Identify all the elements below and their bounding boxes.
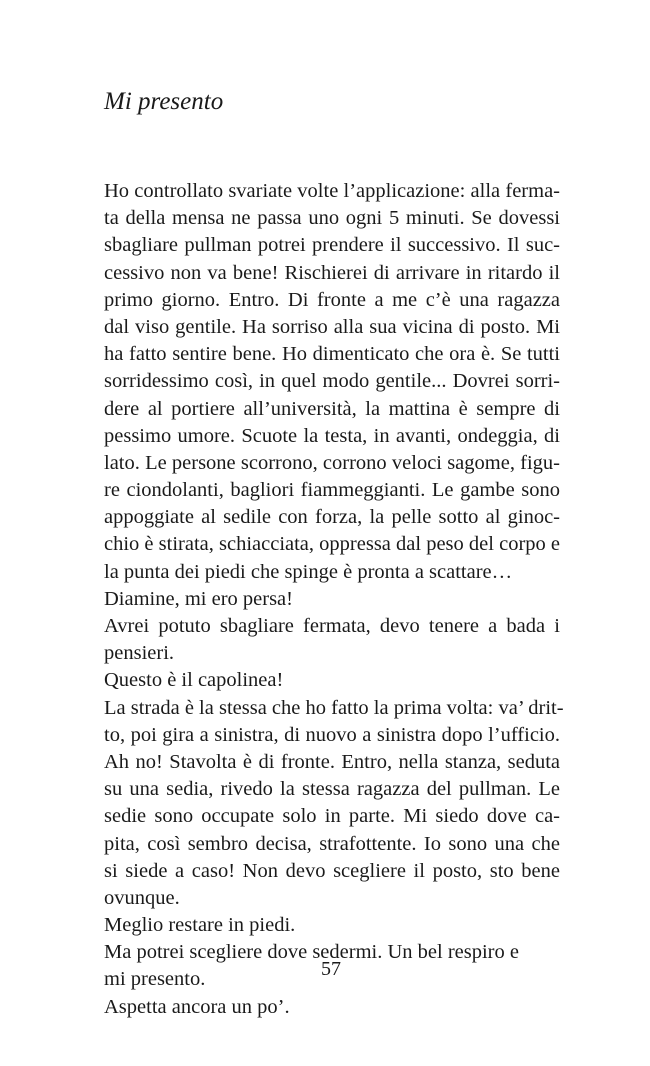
text-line: dal viso gentile. Ha sorriso alla sua vicina di posto. Mi xyxy=(104,315,560,338)
text-line: cessivo non va bene! Rischierei di arrivare in ritardo il xyxy=(104,261,560,284)
text-line: mi presento. xyxy=(104,968,206,991)
text-line: pita, così sembro decisa, strafottente. Io sono una che xyxy=(104,832,560,855)
text-line: su una sedia, rivedo la stessa ragazza del pullman. Le xyxy=(104,778,560,801)
text-line: ha fatto sentire bene. Ho dimenticato che ora è. Se tutti xyxy=(104,343,560,366)
text-line: pessimo umore. Scuote la testa, in avanti, ondeggia, di xyxy=(104,424,560,447)
text-line: Meglio restare in piedi. xyxy=(104,914,296,937)
text-line: Ho controllato svariate volte l’applicazione: alla ferma- xyxy=(104,180,560,202)
text-line: lato. Le persone scorrono, corrono veloci sagome, figu- xyxy=(104,451,560,474)
text-line: sedie sono occupate solo in parte. Mi siedo dove ca- xyxy=(104,805,560,828)
text-line: ovunque. xyxy=(104,886,180,909)
text-line: Ah no! Stavolta è di fronte. Entro, nella stanza, seduta xyxy=(104,750,560,773)
chapter-title: Mi presento xyxy=(104,88,224,115)
text-line: chio è stirata, schiacciata, oppressa dal peso del corpo e xyxy=(104,533,560,556)
text-line: primo giorno. Entro. Di fronte a me c’è una ragazza xyxy=(104,288,560,311)
text-line: la punta dei piedi che spinge è pronta a scattare… xyxy=(104,560,513,583)
text-line: sorridessimo così, in quel modo gentile... Dovrei sorri- xyxy=(104,370,560,393)
text-line: La strada è la stessa che ho fatto la prima volta: va’ drit- xyxy=(104,696,564,719)
text-line: dere al portiere all’università, la mattina è sempre di xyxy=(104,397,560,420)
text-line: sbagliare pullman potrei prendere il successivo. Il suc- xyxy=(104,234,560,257)
body-text xyxy=(104,178,564,1021)
text-line: re ciondolanti, bagliori fiammeggianti. Le gambe sono xyxy=(104,479,560,502)
text-line: to, poi gira a sinistra, di nuovo a sinistra dopo l’ufficio. xyxy=(104,723,560,746)
text-line: ta della mensa ne passa uno ogni 5 minuti. Se dovessi xyxy=(104,207,560,230)
text-line: pensieri. xyxy=(104,642,175,665)
page-number: 57 xyxy=(321,958,341,980)
text-line: Aspetta ancora un po’. xyxy=(104,995,290,1018)
text-line: Avrei potuto sbagliare fermata, devo tenere a bada i xyxy=(104,615,560,637)
text-line: Questo è il capolinea! xyxy=(104,669,284,692)
text-line: Diamine, mi ero persa! xyxy=(104,587,293,610)
text-line: si siede a caso! Non devo scegliere il posto, sto bene xyxy=(104,859,560,882)
text-line: appoggiate al sedile con forza, la pelle sotto al ginoc- xyxy=(104,506,560,529)
text-line: Ma potrei scegliere dove sedermi. Un bel respiro e xyxy=(104,941,519,964)
